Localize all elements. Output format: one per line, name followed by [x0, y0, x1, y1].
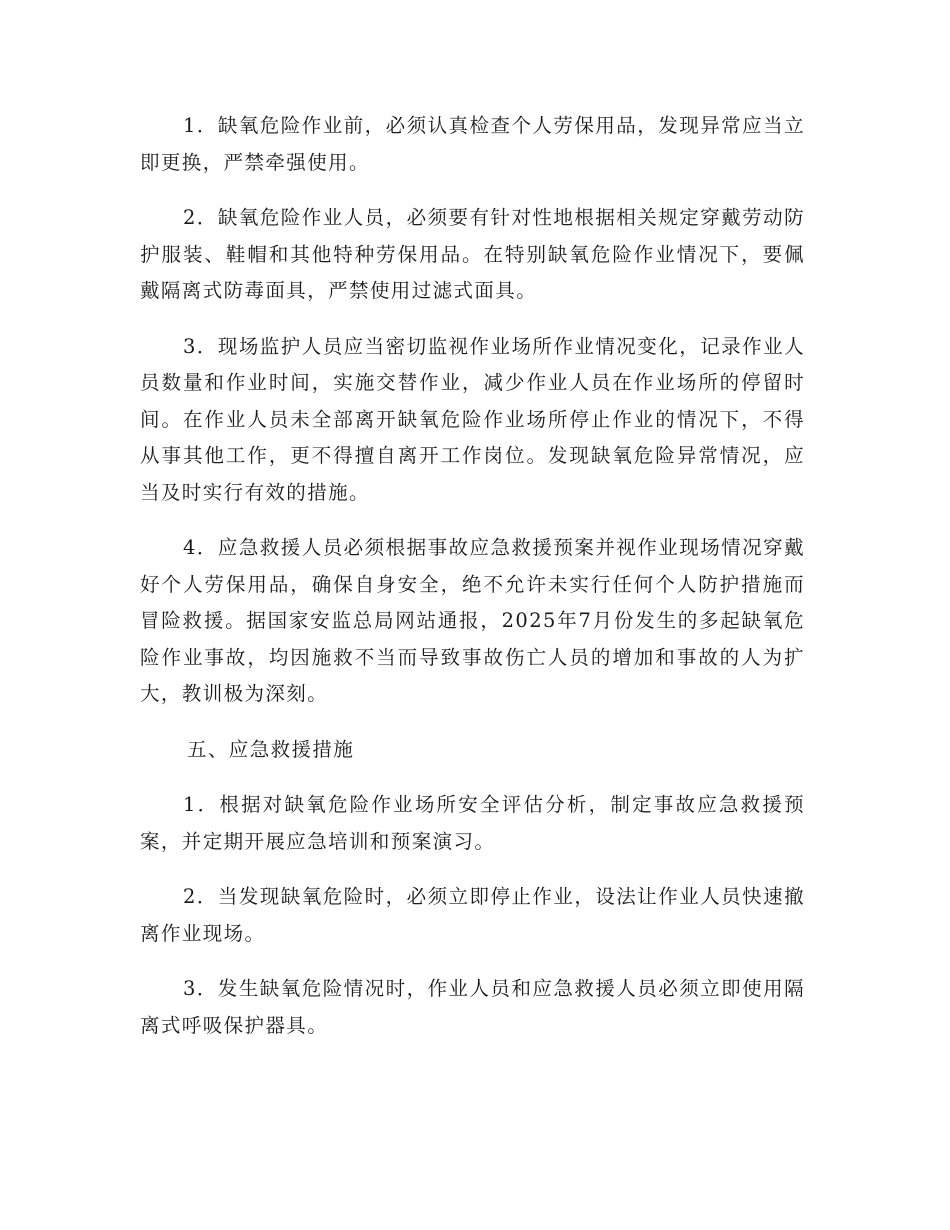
paragraph-rescue-personnel: 4．应急救援人员必须根据事故应急救援预案并视作业现场情况穿戴好个人劳保用品，确保自身安全，绝不允许未实行任何个人防护措施而冒险救援。据国家安监总局网站通报，2025年7月份发生的多起缺氧危险作业事故，均因施救不当而导致事故伤亡人员的增加和事故的人为扩大，教训极为深刻。: [140, 536, 805, 705]
document-page: [140, 108, 805, 1063]
paragraph-emergency-plan: 1．根据对缺氧危险作业场所安全评估分析，制定事故应急救援预案，并定期开展应急培训和预案演习。: [140, 793, 805, 853]
paragraph-breathing-apparatus: 3．发生缺氧危险情况时，作业人员和应急救援人员必须立即使用隔离式呼吸保护器具。: [140, 977, 805, 1037]
paragraph-site-supervision: 3．现场监护人员应当密切监视作业场所作业情况变化，记录作业人员数量和作业时间，实施交替作业，减少作业人员在作业场所的停留时间。在作业人员未全部离开缺氧危险作业场所停止作业的情况下，不得从事其他工作，更不得擅自离开工作岗位。发现缺氧危险异常情况，应当及时实行有效的措施。: [140, 334, 805, 504]
paragraph-protective-clothing: 2．缺氧危险作业人员，必须要有针对性地根据相关规定穿戴劳动防护服装、鞋帽和其他特种劳保用品。在特别缺氧危险作业情况下，要佩戴隔离式防毒面具，严禁使用过滤式面具。: [140, 206, 805, 302]
paragraph-stop-work: 2．当发现缺氧危险时，必须立即停止作业，设法让作业人员快速撤离作业现场。: [140, 885, 805, 945]
section-heading: 五、应急救援措施: [187, 737, 355, 761]
paragraph-ppe-inspection: 1．缺氧危险作业前，必须认真检查个人劳保用品，发现异常应当立即更换，严禁牵强使用。: [140, 114, 805, 174]
